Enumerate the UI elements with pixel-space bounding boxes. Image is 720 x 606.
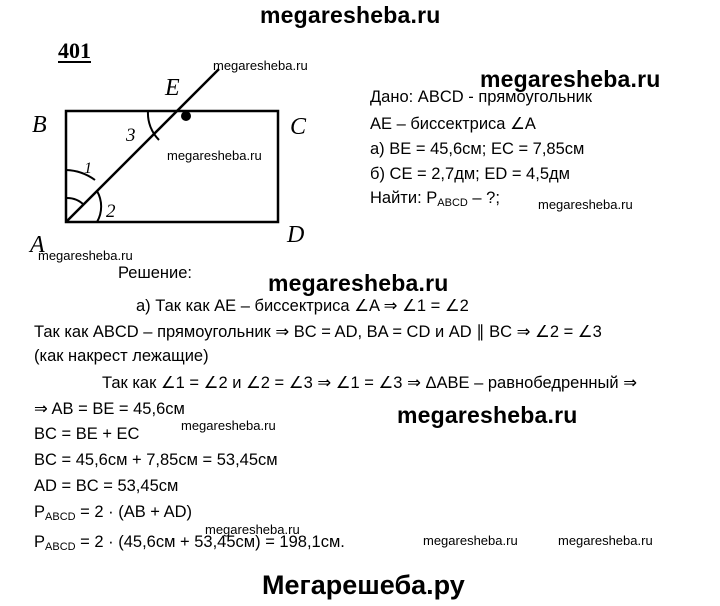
point-e <box>181 111 191 121</box>
solution-line-9: $P_{ABCD} = 2 \cdot (AB + AD)$ <box>34 503 193 523</box>
header-watermark[interactable]: megaresheba.ru <box>260 2 441 28</box>
given-line-2: AE – биссектриса ∠A <box>370 115 536 133</box>
figure-watermark-bottom[interactable]: megaresheba.ru <box>38 248 133 263</box>
given-find-watermark[interactable]: megaresheba.ru <box>538 197 633 212</box>
solution-line-1: а) Так как AE – биссектриса ∠A ⇒ ∠1 = ∠2 <box>136 297 469 315</box>
figure-watermark-top[interactable]: megaresheba.ru <box>213 58 308 73</box>
solution-watermark-1[interactable]: megaresheba.ru <box>268 270 449 296</box>
footer-site-name[interactable]: Мегарешеба.ру <box>262 570 465 600</box>
rectangle-abcd <box>66 111 278 222</box>
solution-watermark-2[interactable]: megaresheba.ru <box>397 402 578 428</box>
solution-line-5: ⇒ AB = BE = 45,6см <box>34 400 185 418</box>
rectangle-figure <box>0 0 340 270</box>
solution-line-3: (как накрест лежащие) <box>34 347 209 365</box>
solution-line-8: AD = BC = 53,45см <box>34 477 179 495</box>
solution-line-4: Так как ∠1 = ∠2 и ∠2 = ∠3 ⇒ ∠1 = ∠3 ⇒ ΔABE – равнобедренный ⇒ <box>102 374 638 392</box>
solution-line-10: $P_{ABCD} = 2 \cdot (45,6см + 53,45см) = 198,1см$. <box>34 533 345 553</box>
angle-label-1: 1 <box>84 160 92 177</box>
vertex-label-e: E <box>165 75 180 101</box>
solution-watermark-6[interactable]: megaresheba.ru <box>558 533 653 548</box>
vertex-label-a: A <box>30 232 45 258</box>
given-line-4: б) CE = 2,7дм; ED = 4,5дм <box>370 165 570 183</box>
solution-line-6: BC = BE + EC <box>34 425 140 443</box>
angle-arc-1-inner <box>66 198 84 205</box>
solution-watermark-4[interactable]: megaresheba.ru <box>205 522 300 537</box>
solution-line-2: Так как ABCD – прямоугольник ⇒ BC = AD, BA = CD и AD ∥ BC ⇒ ∠2 = ∠3 <box>34 323 602 341</box>
solution-watermark-3[interactable]: megaresheba.ru <box>181 418 276 433</box>
angle-label-3: 3 <box>126 125 136 146</box>
given-line-3: а) BE = 45,6см; EC = 7,85см <box>370 140 585 158</box>
angle-arc-2 <box>97 191 101 222</box>
solution-watermark-5[interactable]: megaresheba.ru <box>423 533 518 548</box>
vertex-label-b: B <box>32 112 47 138</box>
solution-heading: Решение: <box>118 264 192 282</box>
solution-line-7: BC = 45,6см + 7,85см = 53,45см <box>34 451 278 469</box>
vertex-label-d: D <box>287 222 305 248</box>
bisector-ae <box>66 69 219 222</box>
given-find: Найти: $P_{ABCD}$ – ?; <box>370 189 500 209</box>
figure-watermark-mid[interactable]: megaresheba.ru <box>167 148 262 163</box>
given-watermark[interactable]: megaresheba.ru <box>480 66 661 92</box>
problem-number: 401 <box>58 38 91 63</box>
given-line-1: Дано: ABCD - прямоугольник <box>370 88 593 106</box>
vertex-label-c: C <box>290 114 307 140</box>
angle-label-2: 2 <box>106 201 116 222</box>
